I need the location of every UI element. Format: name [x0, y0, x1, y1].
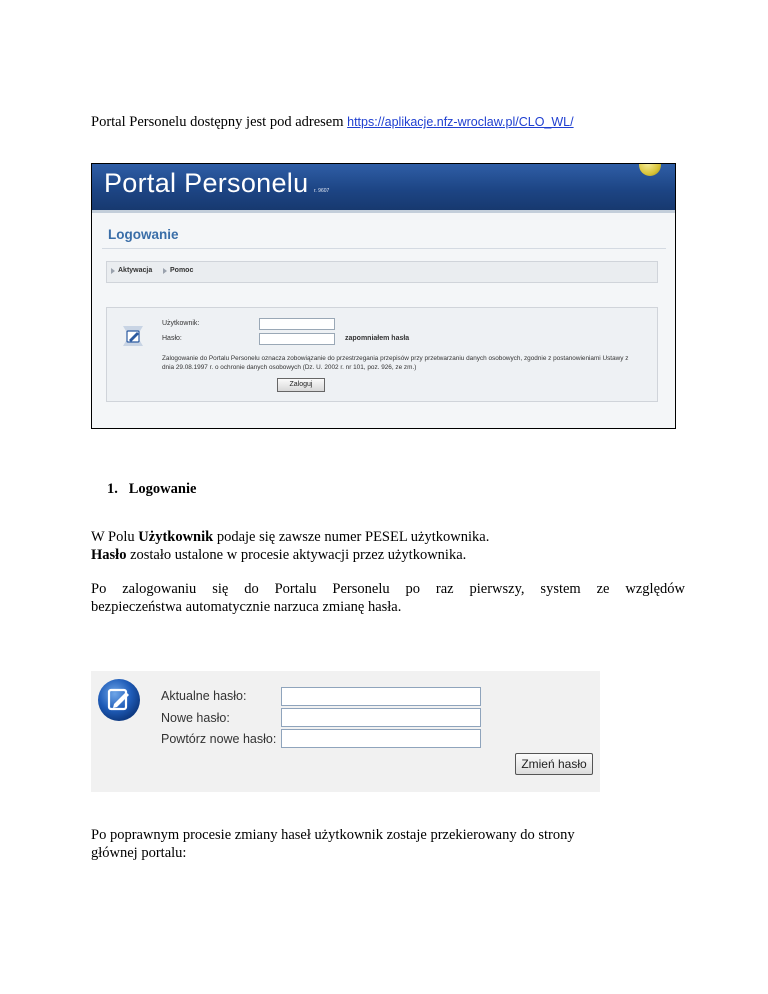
- data-protection-notice: Zalogowanie do Portalu Personelu oznacza zobowiązanie do przestrzegania przepisów przy przetwarzaniu danych osobowych, zgodnie z postanowieniami Ustawy z dnia 29.08.1997 r. o ochronie danych osobowych (Dz. U. 2002 r. nr 101, poz. 926, ze zm.): [162, 355, 629, 371]
- section-heading: [107, 481, 196, 498]
- forgot-password-link[interactable]: zapomniałem hasła: [345, 335, 410, 342]
- paragraph-redirect-line1: Po poprawnym procesie zmiany haseł użytkownik zostaje przekierowany do strony: [91, 827, 575, 843]
- intro-text: Portal Personelu dostępny jest pod adresem: [91, 114, 348, 130]
- para1-text-c: podaje się zawsze numer PESEL użytkownika.: [213, 529, 490, 545]
- login-button[interactable]: Zaloguj: [277, 378, 325, 392]
- para1-bold: Użytkownik: [138, 529, 214, 545]
- repeat-password-label: Powtórz nowe hasło:: [161, 732, 277, 746]
- intro-line: [91, 114, 574, 131]
- portal-banner: [92, 164, 675, 210]
- para2-text-c: zostało ustalone w procesie aktywacji przez użytkownika.: [126, 547, 467, 563]
- user-input[interactable]: [259, 318, 335, 330]
- current-password-label: Aktualne hasło:: [161, 689, 247, 703]
- paragraph-user: [91, 528, 489, 546]
- login-form: [106, 307, 658, 402]
- edit-password-icon: [94, 675, 144, 725]
- paragraph-first-login: [91, 580, 685, 616]
- para1-text-a: W Polu: [91, 529, 139, 545]
- login-screenshot: [91, 163, 676, 429]
- login-edit-icon: [121, 324, 145, 348]
- para3-line2: bezpieczeństwa automatycznie narzuca zmianę hasła.: [91, 599, 402, 615]
- paragraph-password: [91, 546, 466, 564]
- portal-version: r. 9607: [314, 188, 330, 194]
- para2-bold: Hasło: [91, 547, 127, 563]
- new-password-label: Nowe hasło:: [161, 711, 230, 725]
- change-password-button[interactable]: Zmień hasło: [515, 753, 593, 775]
- new-password-input[interactable]: [281, 708, 481, 727]
- nav-item-activation[interactable]: Aktywacja: [118, 267, 153, 274]
- user-label: Użytkownik:: [162, 320, 200, 327]
- repeat-password-input[interactable]: [281, 729, 481, 748]
- paragraph-redirect-line2: głównej portalu:: [91, 845, 187, 861]
- banner-ornament-icon: [639, 163, 661, 176]
- section-number: 1.: [107, 481, 118, 497]
- nav-item-help[interactable]: Pomoc: [170, 267, 194, 274]
- password-input[interactable]: [259, 333, 335, 345]
- portal-title: Portal Personelu: [104, 168, 309, 198]
- heading-divider: [102, 248, 666, 249]
- current-password-input[interactable]: [281, 687, 481, 706]
- password-label: Hasło:: [162, 335, 182, 342]
- arrow-right-icon: [111, 268, 115, 274]
- arrow-right-icon: [163, 268, 167, 274]
- nav-bar: [106, 261, 658, 283]
- change-password-screenshot: [91, 671, 600, 792]
- para3-line1: Po zalogowaniu się do Portalu Personelu po raz pierwszy, system ze względów: [91, 581, 685, 597]
- section-title: Logowanie: [128, 481, 197, 497]
- login-heading: Logowanie: [108, 227, 179, 242]
- portal-url-link[interactable]: https://aplikacje.nfz-wroclaw.pl/CLO_WL/: [347, 115, 574, 129]
